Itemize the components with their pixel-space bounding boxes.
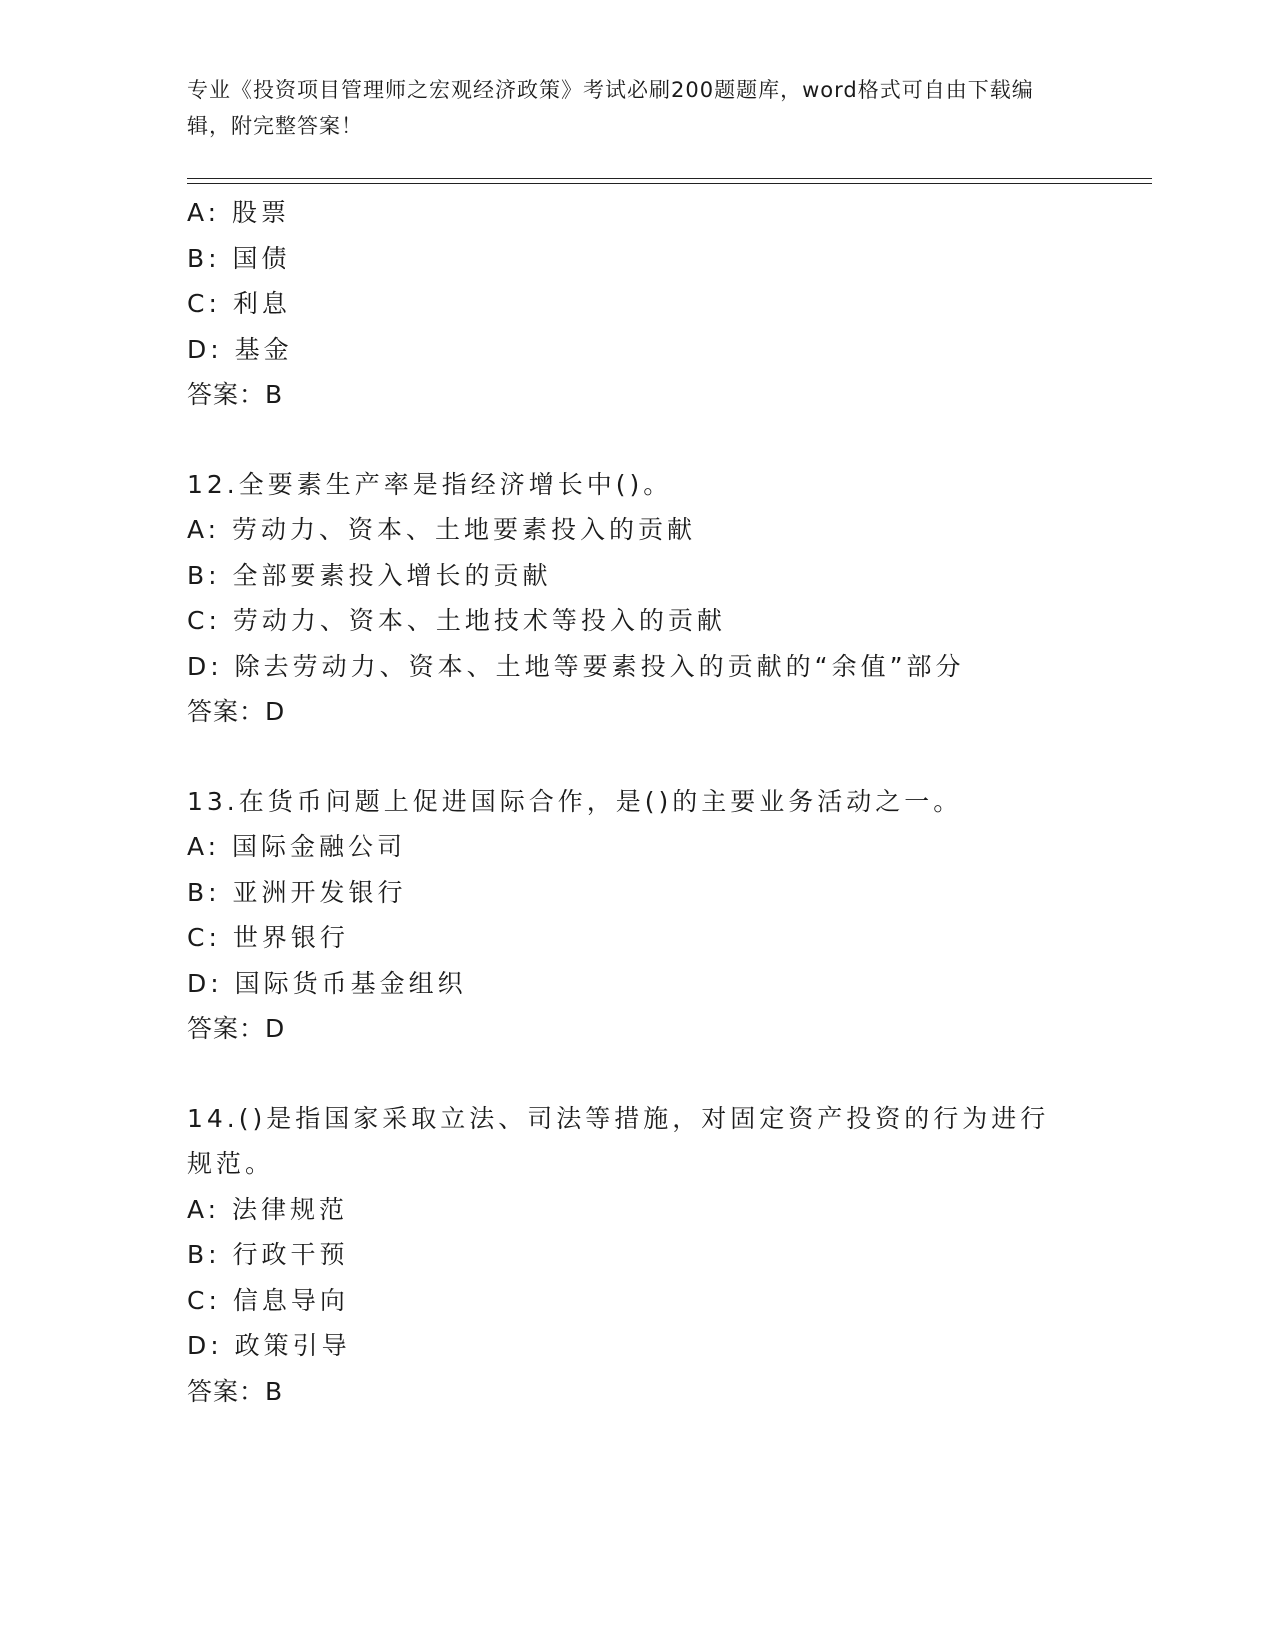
option-b: B: 亚洲开发银行 [187,877,407,907]
question-text: 12.全要素生产率是指经济增长中()。 [187,469,673,499]
option-c: C: 世界银行 [187,923,349,952]
option-b: B: 行政干预 [187,1240,349,1269]
option-d: D: 国际货币基金组织 [187,968,467,998]
option-d: D: 政策引导 [187,1331,351,1360]
document-header [187,72,1067,144]
question-text: 14.()是指国家采取立法、司法等措施，对固定资产投资的行为进行规范。 [187,1103,1050,1178]
header-rule-bottom [187,183,1152,184]
option-a: A: 股票 [187,198,291,227]
option-b: B: 全部要素投入增长的贡献 [187,560,552,590]
option-c: C: 利息 [187,289,291,318]
answer: 答案：B [187,1376,284,1406]
answer: 答案：B [187,380,284,409]
option-c: C: 信息导向 [187,1285,349,1315]
spacer [187,735,1087,779]
answer: 答案：D [187,697,286,726]
option-d: D: 基金 [187,334,293,364]
option-b: B: 国债 [187,243,291,273]
spacer [187,418,1087,462]
option-a: A: 国际金融公司 [187,832,407,861]
option-c: C: 劳动力、资本、土地技术等投入的贡献 [187,606,726,635]
question-text: 13.在货币问题上促进国际合作，是()的主要业务活动之一。 [187,786,963,816]
header-rule-top [187,178,1152,179]
question-13 [187,779,1087,1052]
question-14 [187,1096,1087,1415]
option-d: D: 除去劳动力、资本、土地等要素投入的贡献的“余值”部分 [187,651,965,681]
option-a: A: 劳动力、资本、土地要素投入的贡献 [187,515,697,544]
spacer [187,1052,1087,1096]
question-12 [187,462,1087,735]
document-title: 专业《投资项目管理师之宏观经济政策》考试必刷200题题库，word格式可自由下载编辑，附完整答案！ [187,78,1034,138]
option-a: A: 法律规范 [187,1194,349,1224]
question-list [187,190,1087,1414]
question-11 [187,190,1087,418]
answer: 答案：D [187,1014,286,1043]
